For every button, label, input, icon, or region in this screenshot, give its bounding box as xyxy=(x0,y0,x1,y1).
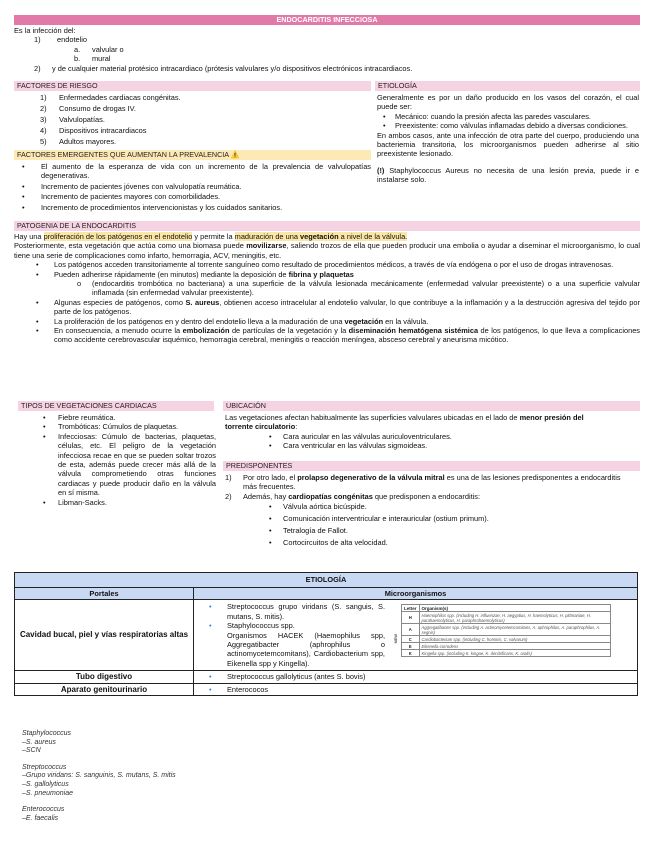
text: Posteriormente, esta vegetación que actúa como una biomasa puede xyxy=(14,241,247,251)
bullet-icon: • xyxy=(269,538,272,548)
emergentes-item: Incremento de procedimientos intervencionistas y los cuidados sanitarios. xyxy=(41,202,283,212)
riesgo-item: Adultos mayores. xyxy=(59,137,117,146)
etiologia-body xyxy=(377,93,639,185)
table-title: ETIOLOGÍA xyxy=(15,573,638,588)
ubicacion-heading-text: UBICACIÓN xyxy=(226,401,266,410)
predisponentes-body xyxy=(225,473,625,549)
portal-cell: Aparato genitourinario xyxy=(15,683,194,695)
bullet-icon: • xyxy=(22,202,25,212)
predisponentes-num: 1) xyxy=(225,473,232,482)
ubicacion-body xyxy=(225,413,585,451)
highlight-bold: vegetación xyxy=(300,232,339,241)
text: Hay una xyxy=(14,232,44,241)
etiologia-note: Staphylococcus Aureus no necesita de una lesión previa, puede ir e instalarse solo. xyxy=(377,165,639,185)
text: de partículas de la vegetación y la xyxy=(229,326,349,336)
emergentes-list xyxy=(14,162,371,212)
hacek-side-label: NEW xyxy=(393,634,398,644)
bullet-icon: • xyxy=(43,422,46,432)
emergentes-item: Incremento de pacientes mayores con comorbilidades. xyxy=(41,192,221,202)
tipos-heading xyxy=(18,401,214,411)
ubicacion-bullet: Cara ventricular en las válvulas sigmoideas. xyxy=(283,441,428,451)
text: Por otro lado, el xyxy=(243,473,298,482)
note-genus: Streptococcus xyxy=(22,763,67,771)
emergentes-heading xyxy=(14,150,371,160)
bullet-icon: • xyxy=(209,672,212,682)
bold: diseminación hematógena sistémica xyxy=(348,326,479,336)
bullet-icon: • xyxy=(43,431,46,441)
bullet-icon: • xyxy=(36,326,39,336)
tipos-list xyxy=(18,413,216,507)
bullet-icon: • xyxy=(269,441,272,451)
hacek-organism: Haemophilus spp. (including H. influenzae, H. aegyptius, H. haemolyticus, H. pittmaniae, H. parahaemolyticus, H. paraphrohaemolyticus) xyxy=(419,612,610,624)
tipos-item: Libman-Sacks. xyxy=(58,497,107,507)
patogenia-bullet: Los patógenos acceden transitoriamente al torrente sanguíneo como resultado de procedimientos médicos, a través de vía endógena o por el uso de drogas intravenosas. xyxy=(54,260,614,270)
bullet-icon: • xyxy=(22,181,25,191)
page-title: ENDOCARDITIS INFECCIOSA xyxy=(276,15,378,24)
micro-cell xyxy=(194,683,638,695)
intro-num-1: 1) xyxy=(34,35,41,45)
hacek-inset xyxy=(391,604,611,668)
etiologia-bullet: Mecánico: cuando la presión afecta las paredes vasculares. xyxy=(395,111,591,121)
micro-item: Streptococcus gallolyticus (antes S. bovis) xyxy=(227,672,366,682)
riesgo-num: 5) xyxy=(40,137,47,146)
intro-sub-a: valvular o xyxy=(92,44,124,54)
text: en la válvula. xyxy=(383,316,429,326)
bold: prolapso degenerativo de la válvula mitral xyxy=(297,473,445,482)
predisponentes-sub: Cortocircuitos de alta velocidad. xyxy=(283,538,388,548)
predisponentes-sub: Válvula aórtica bicúspide. xyxy=(283,502,367,512)
ubicacion-heading xyxy=(223,401,640,411)
etiologia-table xyxy=(14,572,638,696)
tipos-heading-text: TIPOS DE VEGETACIONES CARDIACAS xyxy=(21,401,157,410)
intro-letter-b: b. xyxy=(74,54,81,64)
bullet-icon: • xyxy=(36,297,39,307)
tipos-item: Infecciosas: Cúmulo de bacterias, plaquetas, células, etc. El peligro de la vegetación infecciosa recae en que se pueden soltar trozos de esta, además puede crecer más allá de la válvula comprometiendo otras funciones cardiacas y puede producir daño en la válvula en sí misma. xyxy=(58,431,216,498)
riesgo-num: 4) xyxy=(40,126,47,135)
intro-num-2: 2) xyxy=(34,63,41,73)
hacek-letter: C xyxy=(402,636,420,643)
micro-item: Organismos HACEK (Haemophilus spp, Aggregatibacter (aphrophilus o actinomycetemcomitans), Cardiobacterium spp, Eikenella spp y Kingella). xyxy=(227,630,385,668)
bullet-icon: • xyxy=(269,514,272,524)
patogenia-paragraph-2 xyxy=(14,241,640,260)
riesgo-item: Consumo de drogas IV. xyxy=(59,104,136,113)
text: de los patógenos, lo que lleva a complicaciones como accidente cerebrovascular isquémico, hemorragia cerebral, meningitis o reacción meníngea, absceso cerebral y aneurisma micótico. xyxy=(54,326,641,345)
bullet-icon: • xyxy=(269,526,272,536)
table-row xyxy=(15,600,638,671)
bold: cardiopatías congénitas xyxy=(288,491,373,501)
patogenia-line-1 xyxy=(14,232,640,241)
bullet-icon: • xyxy=(269,431,272,441)
bullet-icon: • xyxy=(43,497,46,507)
intro-letter-a: a. xyxy=(74,44,81,54)
micro-cell xyxy=(194,600,638,671)
note-genus: Staphylococcus xyxy=(22,730,72,737)
patogenia-subbullet: (endocarditis trombótica no bacteriana) a una superficie de la válvula lesionada mecánicamente (enfermedad valvular preexistente) o a una superficie valvular inflamada (sin enfermedad valvular preexistente). xyxy=(92,279,640,298)
text: : xyxy=(295,422,298,432)
intro-lead: Es la infección del: xyxy=(14,26,76,35)
micro-cell xyxy=(194,671,638,683)
bullet-icon: • xyxy=(36,260,39,270)
hacek-organism: Kingella spp. (including K. kingae, K. denitrificans, K. oralis) xyxy=(419,650,610,657)
note-species: –SCN xyxy=(22,747,41,755)
predisponentes-heading xyxy=(223,461,640,471)
predisponentes-heading-text: PREDISPONENTES xyxy=(226,461,293,470)
circle-bullet-icon: o xyxy=(77,279,82,289)
bullet-icon: • xyxy=(383,111,386,121)
riesgo-item: Dispositivos intracardiacos xyxy=(59,126,147,135)
warning-mark: (!) xyxy=(377,165,385,175)
text: En consecuencia, a menudo ocurre la xyxy=(54,326,183,336)
bullet-icon: • xyxy=(36,269,39,279)
bullet-icon: • xyxy=(383,121,386,131)
portal-cell: Cavidad bucal, piel y vías respiratorias altas xyxy=(15,600,194,671)
bullet-icon: • xyxy=(36,316,39,326)
note-genus: Enterococcus xyxy=(22,806,65,814)
highlight: maduración de una xyxy=(234,232,300,241)
table-row xyxy=(15,683,638,695)
note-species: –S. gallolyticus xyxy=(22,780,69,788)
hacek-organism: Aggregatibacter spp. (including A. actinomycetemcomitans, A. aphrophilus, A. paraphrophilus, A. segnis) xyxy=(419,624,610,636)
note-species: –S. aureus xyxy=(22,738,56,746)
bullet-icon: • xyxy=(209,602,212,612)
ubicacion-bullet: Cara auricular en las válvulas auriculoventriculares. xyxy=(283,431,452,441)
riesgo-num: 1) xyxy=(40,93,47,102)
bold: S. aureus xyxy=(185,297,220,307)
highlight: a nivel de la válvula. xyxy=(338,232,408,241)
hacek-organism: Eikenella corrodens xyxy=(419,643,610,650)
riesgo-heading-text: FACTORES DE RIESGO xyxy=(17,81,98,90)
ubicacion-paragraph xyxy=(225,413,585,432)
bullet-icon: • xyxy=(269,502,272,512)
riesgo-list xyxy=(14,93,371,148)
riesgo-item: Enfermedades cardiacas congénitas. xyxy=(59,93,181,102)
bold: fibrina y plaquetas xyxy=(288,269,354,279)
table-header-microorganismos: Microorganismos xyxy=(194,588,638,600)
riesgo-item: Valvulopatías. xyxy=(59,115,105,124)
etiologia-heading-text: ETIOLOGÍA xyxy=(378,81,417,90)
micro-list xyxy=(197,602,385,668)
predisponentes-sub: Tetralogía de Fallot. xyxy=(283,526,348,536)
predisponentes-num: 2) xyxy=(225,491,232,501)
intro-item-1: endotelio xyxy=(57,35,87,45)
highlight: proliferación de los patógenos en el endotelio xyxy=(43,232,193,241)
table-header-portales: Portales xyxy=(15,588,194,600)
notes xyxy=(22,730,322,823)
text: Además, hay xyxy=(243,491,289,501)
note-species: –E. faecalis xyxy=(22,814,59,822)
patogenia-heading xyxy=(14,221,640,231)
tipos-item: Trombóticas: Cúmulos de plaquetas. xyxy=(58,422,179,432)
patogenia-body xyxy=(14,232,640,345)
intro-sub-b: mural xyxy=(92,54,111,64)
hacek-letter: K xyxy=(402,650,420,657)
text: La proliferación de los patógenos en y dentro del endotelio lleva a la maduración de una xyxy=(54,316,345,326)
bold: embolización xyxy=(182,326,230,336)
tipos-item: Fiebre reumática. xyxy=(58,413,116,422)
bullet-icon: • xyxy=(209,621,212,631)
intro-item-2: y de cualquier material protésico intracardiaco (prótesis valvulares y/o dispositivos electrónicos intracardiacos. xyxy=(52,63,413,73)
micro-item: Streptococcus grupo viridans (S. sanguis, S. mutans, S. mitis). xyxy=(227,602,385,621)
bullet-icon: • xyxy=(43,413,46,422)
note-species: –S. pneumoniae xyxy=(22,789,73,797)
hacek-organism: Cardiobacterium spp. (including C. hominis, C. valvarum) xyxy=(419,636,610,643)
etiologia-intro: Generalmente es por un daño producido en los vasos del corazón, el cual puede ser: xyxy=(377,93,639,112)
portal-cell: Tubo digestivo xyxy=(15,671,194,683)
emergentes-item: El aumento de la esperanza de vida con un incremento de la prevalencia de valvulopatías degenerativas. xyxy=(41,162,371,181)
emergentes-item: Incremento de pacientes jóvenes con valvulopatía reumática. xyxy=(41,181,242,191)
text: , saliendo trozos de ella que pueden producir una embolia o ayudar a diseminar el microorganismo, lo cual tiene una serie de complicaciones como infarto, hemorragia, ACV, meningitis, etc. xyxy=(14,241,640,260)
bullet-icon: • xyxy=(209,684,212,694)
text: , obtienen acceso intracelular al endotelio valvular, lo que contribuye a la inflamación y a la destrucción agresiva del tejido por parte de los patógenos. xyxy=(54,297,640,317)
etiologia-bullet: Preexistente: como válvulas inflamadas debido a diversas condiciones. xyxy=(395,121,628,131)
predisponentes-sub: Comunicación interventricular e interauricular (ostium primum). xyxy=(283,514,489,524)
bold: menor presión del torrente circulatorio xyxy=(225,413,584,432)
micro-item: Staphylococcus spp. xyxy=(227,621,295,631)
hacek-table xyxy=(401,604,611,657)
text: que predisponen a endocarditis: xyxy=(372,491,481,501)
hacek-letter: H xyxy=(402,612,420,624)
bold: vegetación xyxy=(344,316,384,326)
table-row xyxy=(15,671,638,683)
hacek-letter: A xyxy=(402,624,420,636)
hacek-header: Organism(s) xyxy=(419,605,610,612)
bullet-icon: • xyxy=(22,192,25,202)
hacek-header: Letter xyxy=(402,605,420,612)
bullet-icon: • xyxy=(22,162,25,171)
intro xyxy=(14,26,634,73)
riesgo-num: 2) xyxy=(40,104,47,113)
riesgo-heading xyxy=(14,81,371,91)
note-species: –Grupo viridans: S. sanguinis, S. mutans, S. mitis xyxy=(22,772,176,780)
patogenia-heading-text: PATOGENIA DE LA ENDOCARDITIS xyxy=(17,221,137,230)
emergentes-heading-text: FACTORES EMERGENTES QUE AUMENTAN LA PREVALENCIA ⚠️ xyxy=(17,150,240,159)
hacek-letter: E xyxy=(402,643,420,650)
riesgo-num: 3) xyxy=(40,115,47,124)
text: y permite la xyxy=(192,232,235,241)
etiologia-paragraph: En ambos casos, ante una infección de otra parte del cuerpo, produciendo una bacteriemia transitoria, los microorganismos pueden adherirse al sitio preexistente lesionado. xyxy=(377,130,639,159)
page-title-band xyxy=(14,15,640,25)
text: Algunas especies de patógenos, como xyxy=(54,297,186,307)
text: Pueden adherirse rápidamente (en minutos) mediante la deposición de xyxy=(54,269,289,279)
etiologia-heading xyxy=(375,81,640,91)
bold: movilizarse xyxy=(246,241,287,251)
micro-item: Enterococos xyxy=(227,684,269,694)
text: es una de las lesiones predisponentes a endocarditis más frecuentes. xyxy=(243,473,621,492)
text: Las vegetaciones afectan habitualmente las superficies valvulares ubicadas en el lado de xyxy=(225,413,520,422)
